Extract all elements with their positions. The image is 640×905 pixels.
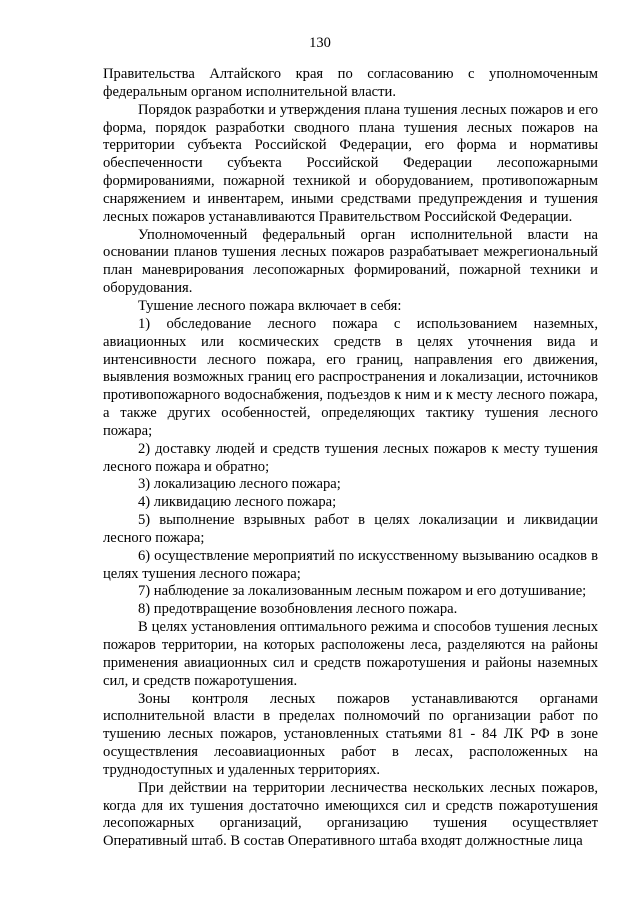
list-item-5: 5) выполнение взрывных работ в целях локализации и ликвидации лесного пожара; xyxy=(103,512,598,546)
paragraph-fire-plan-procedure: Порядок разработки и утверждения плана тушения лесных пожаров и его форма, порядок разработки сводного плана тушения лесных пожаров на территории субъекта Российской Федерации, его форма и нормативы обеспеченности субъекта Российской Федерации лесопожарными формированиями, пожарной техникой и оборудованием, противопожарным снаряжением и инвентарем, иными средствами предупреждения и тушения лесных пожаров устанавливаются Правительством Российской Федерации. xyxy=(103,101,598,225)
paragraph-list-intro: Тушение лесного пожара включает в себя: xyxy=(138,297,402,314)
page-number: 130 xyxy=(309,35,331,51)
paragraph-control-zones: Зоны контроля лесных пожаров устанавливаются органами исполнительной власти в пределах полномочий по организации работ по тушению лесных пожаров, установленных статьями 81 - 84 ЛК РФ в зоне осуществления лесоавиационных работ в лесах, расположенных на труднодоступных и удаленных территориях. xyxy=(103,690,598,778)
paragraph-continuation: Правительства Алтайского края по согласованию с уполномоченным федеральным органом исполнительной власти. xyxy=(103,66,598,100)
list-item-6: 6) осуществление мероприятий по искусственному вызыванию осадков в целях тушения лесного пожара; xyxy=(103,547,598,582)
list-item-3: 3) локализацию лесного пожара; xyxy=(138,476,341,493)
paragraph-fire-regions: В целях установления оптимального режима и способов тушения лесных пожаров территории, на которых расположены леса, разделяются на районы применения авиационных сил и средств пожаротушения и районы наземных сил, и средств пожаротушения. xyxy=(103,619,598,689)
list-item-8: 8) предотвращение возобновления лесного пожара. xyxy=(138,601,458,618)
list-item-1: 1) обследование лесного пожара с использованием наземных, авиационных или космических средств в целях уточнения вида и интенсивности лесного пожара, его границ, направления его движения, выявления возможных границ его распространения и локализации, источников противопожарного водоснабжения, подъездов к ним и к месту лесного пожара, а также других особенностей, определяющих тактику тушения лесного пожара; xyxy=(103,315,598,439)
paragraph-interregional-plan: Уполномоченный федеральный орган исполнительной власти на основании планов тушения лесных пожаров разрабатывает межрегиональный план маневрирования лесопожарных формирований, пожарной техники и оборудования. xyxy=(103,226,598,297)
paragraph-operational-hq: При действии на территории лесничества нескольких лесных пожаров, когда для их тушения достаточно имеющихся сил и средств пожаротушения лесопожарных организаций, организацию тушения осуществляет Оперативный штаб. В состав Оперативного штаба входят должностные лица xyxy=(103,779,598,850)
list-item-4: 4) ликвидацию лесного пожара; xyxy=(138,494,337,511)
list-item-2: 2) доставку людей и средств тушения лесных пожаров к месту тушения лесного пожара и обратно; xyxy=(103,440,598,475)
list-item-7: 7) наблюдение за локализованным лесным пожаром и его дотушивание; xyxy=(138,583,587,600)
document-body xyxy=(103,66,598,851)
